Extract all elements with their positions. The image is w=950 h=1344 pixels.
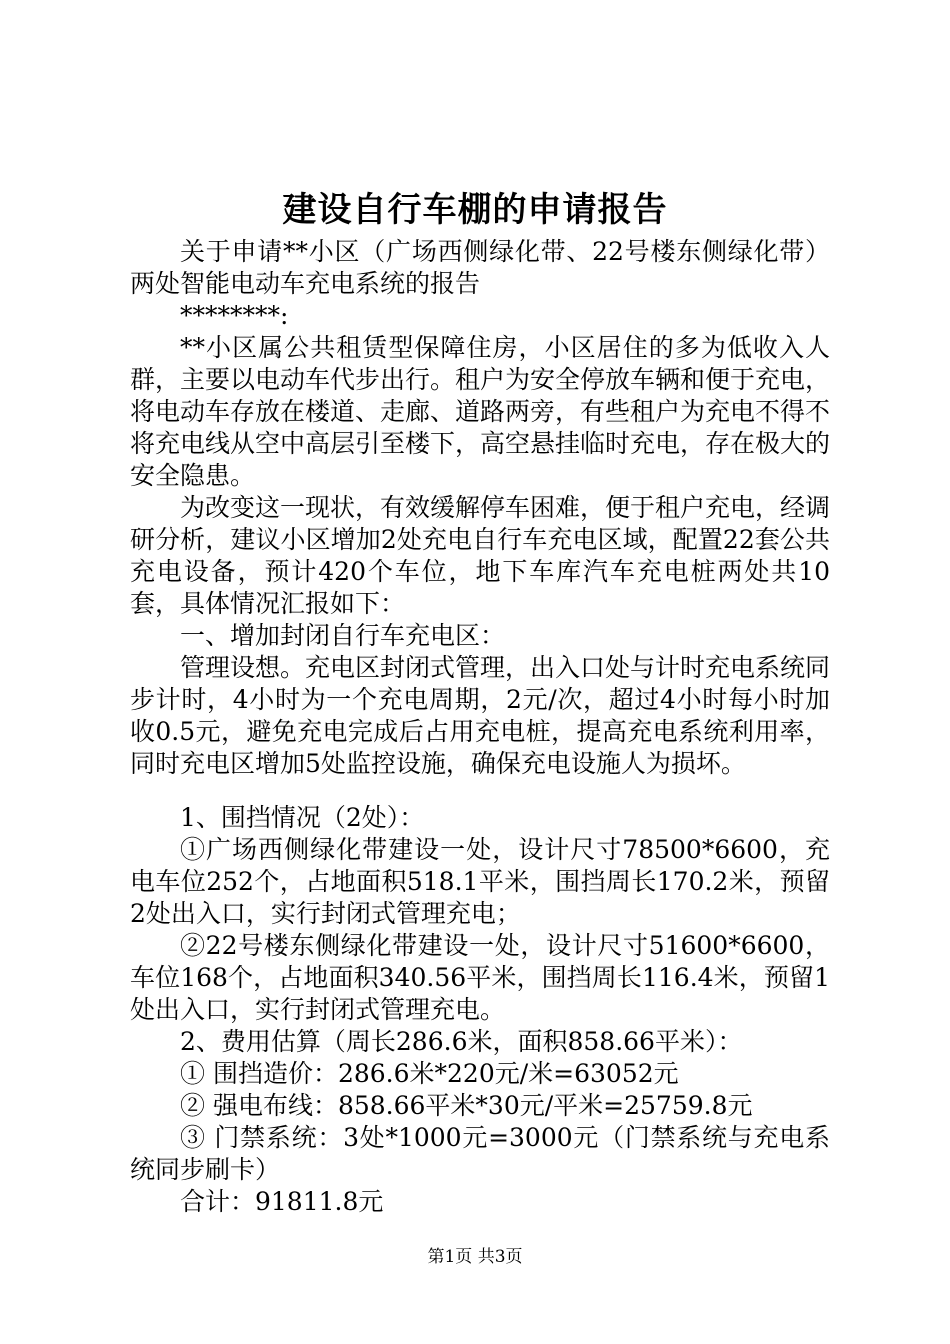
paragraph-report-subject: 关于申请**小区（广场西侧绿化带、22号楼东侧绿化带）两处智能电动车充电系统的报告 bbox=[130, 237, 830, 298]
page-footer: 第1页 共3页 bbox=[427, 1247, 523, 1267]
document-body bbox=[130, 236, 830, 1218]
paragraph-management-plan: 管理设想。充电区封闭式管理，出入口处与计时充电系统同步计时，4小时为一个充电周期，2元/次，超过4小时每小时加收0.5元，避免充电完成后占用充电桩，提高充电系统利用率，同时充电区增加5处监控设施，确保充电设施人为损坏。 bbox=[130, 653, 831, 778]
paragraph-fence-item-2: ②22号楼东侧绿化带建设一处，设计尺寸51600*6600，车位168个，占地面积340.56平米，围挡周长116.4米，预留1处出入口，实行封闭式管理充电。 bbox=[130, 931, 830, 1024]
paragraph-cost-wiring: ② 强电布线：858.66平米*30元/平米=25759.8元 bbox=[180, 1091, 753, 1120]
paragraph-cost-access: ③ 门禁系统：3处*1000元=3000元（门禁系统与充电系统同步刷卡） bbox=[130, 1123, 830, 1184]
paragraph-fence-heading: 1、围挡情况（2处）： bbox=[180, 803, 425, 832]
document-title: 建设自行车棚的申请报告 bbox=[282, 190, 668, 230]
paragraph-proposal: 为改变这一现状，有效缓解停车困难，便于租户充电，经调研分析，建议小区增加2处充电自行车充电区域，配置22套公共充电设备，预计420个车位，地下车库汽车充电桩两处共10套，具体情况汇报如下： bbox=[130, 493, 831, 618]
paragraph-total: 合计：91811.8元 bbox=[180, 1187, 384, 1216]
paragraph-fence-item-1: ①广场西侧绿化带建设一处，设计尺寸78500*6600，充电车位252个，占地面积518.1平米，围挡周长170.2米，预留2处出入口，实行封闭式管理充电； bbox=[130, 835, 830, 928]
paragraph-background: **小区属公共租赁型保障住房，小区居住的多为低收入人群，主要以电动车代步出行。租户为安全停放车辆和便于充电，将电动车存放在楼道、走廊、道路两旁，有些租户为充电不得不将充电线从空中高层引至楼下，高空悬挂临时充电，存在极大的安全隐患。 bbox=[130, 333, 831, 490]
paragraph-addressee: ********: bbox=[180, 301, 289, 330]
paragraph-cost-heading: 2、费用估算（周长286.6米，面积858.66平米）： bbox=[180, 1027, 743, 1056]
paragraph-cost-fence: ① 围挡造价：286.6米*220元/米=63052元 bbox=[180, 1059, 679, 1088]
paragraph-section-heading: 一、增加封闭自行车充电区： bbox=[180, 621, 506, 650]
